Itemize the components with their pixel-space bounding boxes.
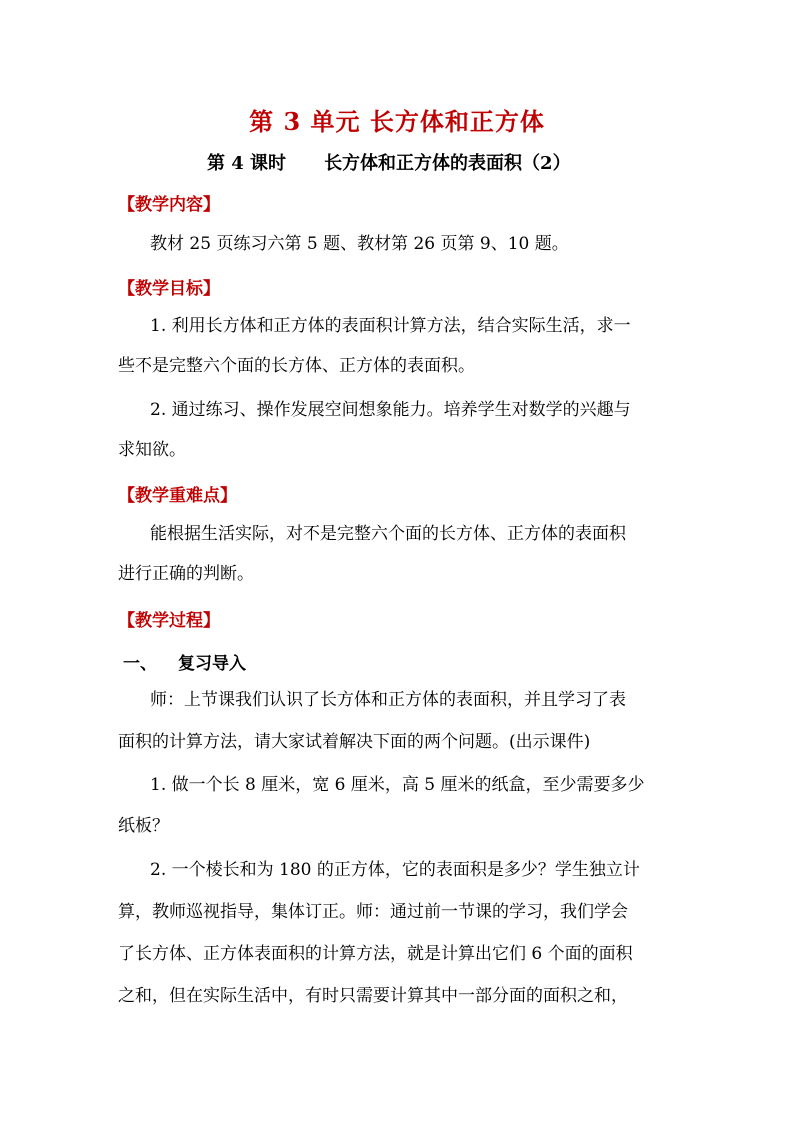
heading-goals: 【教学目标】 [118, 279, 220, 299]
subsection-review [123, 649, 246, 674]
process-line-4: 纸板？ [118, 816, 169, 836]
process-line-1: 师：上节课我们认识了长方体和正方体的表面积，并且学习了表 [150, 690, 626, 710]
goals-line-4: 求知欲。 [118, 440, 186, 460]
lesson-title: 长方体和正方体的表面积（2） [324, 153, 571, 174]
goals-line-2: 些不是完整六个面的长方体、正方体的表面积。 [118, 356, 475, 376]
goals-line-1: 1. 利用长方体和正方体的表面积计算方法，结合实际生活，求一 [150, 316, 631, 336]
process-line-5: 2. 一个棱长和为 180 的正方体，它的表面积是多少？学生独立计 [150, 860, 640, 880]
difficulty-line-1: 能根据生活实际，对不是完整六个面的长方体、正方体的表面积 [150, 524, 626, 544]
process-line-3: 1. 做一个长 8 厘米，宽 6 厘米，高 5 厘米的纸盒，至少需要多少 [150, 775, 645, 795]
heading-content: 【教学内容】 [118, 195, 220, 215]
difficulty-line-2: 进行正确的判断。 [118, 564, 254, 584]
heading-difficulty: 【教学重难点】 [118, 486, 237, 506]
lesson-number: 第 4 课时 [207, 153, 287, 174]
process-line-6: 算，教师巡视指导，集体订正。师：通过前一节课的学习，我们学会 [118, 902, 628, 922]
lesson-subtitle [207, 149, 571, 175]
subsection-number: 一、 [123, 654, 157, 674]
heading-process: 【教学过程】 [118, 611, 220, 631]
process-line-7: 了长方体、正方体表面积的计算方法，就是计算出它们 6 个面的面积 [118, 944, 633, 964]
process-line-8: 之和，但在实际生活中，有时只需要计算其中一部分面的面积之和， [118, 986, 628, 1006]
subsection-title: 复习导入 [178, 654, 246, 674]
goals-line-3: 2. 通过练习、操作发展空间想象能力。培养学生对数学的兴趣与 [150, 400, 631, 420]
unit-title: 第 3 单元 长方体和正方体 [249, 107, 545, 136]
process-line-2: 面积的计算方法，请大家试着解决下面的两个问题。(出示课件) [118, 732, 591, 752]
content-line-1: 教材 25 页练习六第 5 题、教材第 26 页第 9、10 题。 [150, 234, 569, 254]
